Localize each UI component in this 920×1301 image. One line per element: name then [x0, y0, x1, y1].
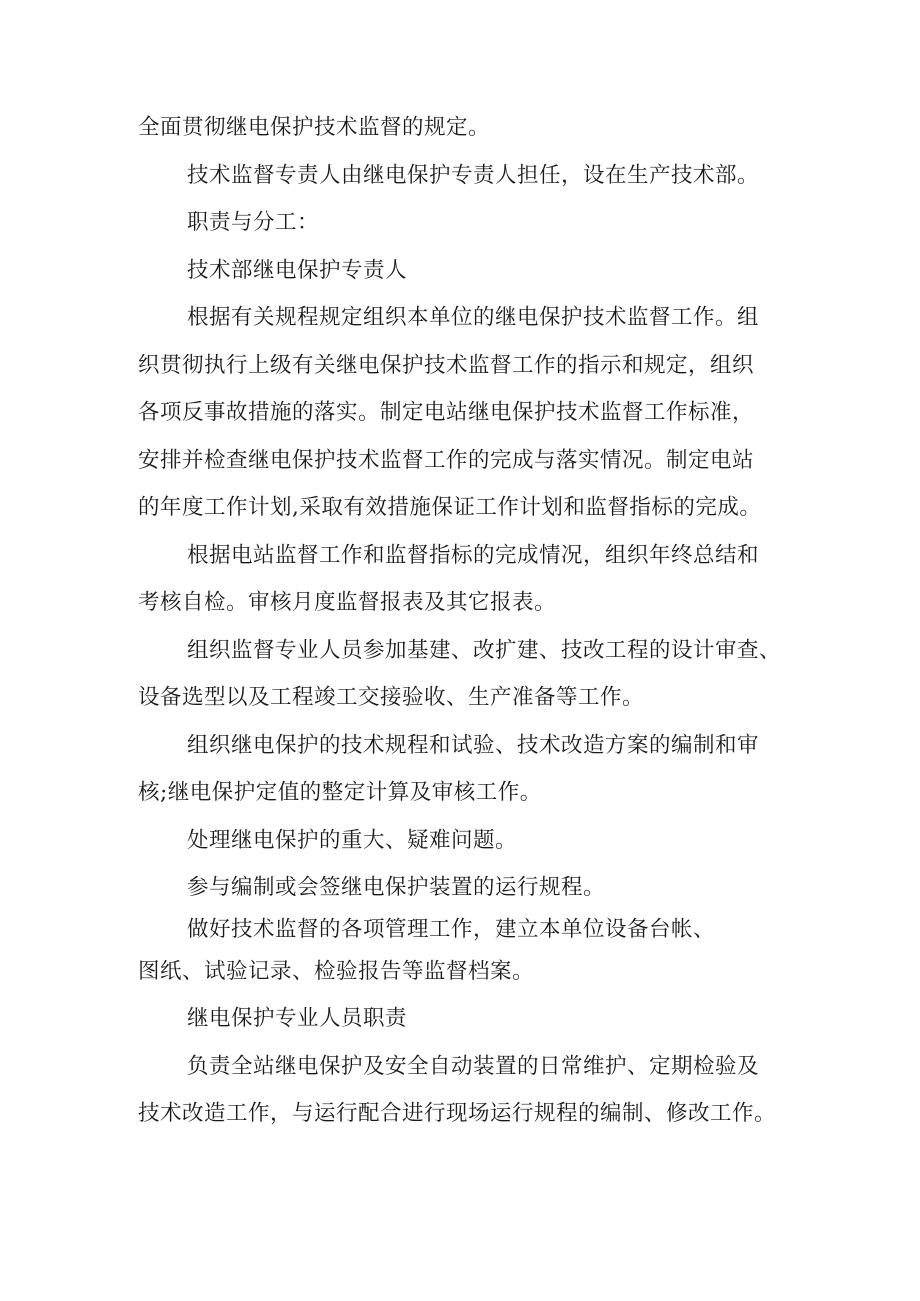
text-line-7: 各项反事故措施的落实。制定电站继电保护技术监督工作标准，	[138, 400, 755, 425]
text-line-21: 负责全站继电保护及安全自动装置的日常维护、定期检验及	[187, 1053, 760, 1079]
text-line-1: 全面贯彻继电保护技术监督的规定。	[138, 115, 491, 140]
text-line-11: 考核自检。审核月度监督报表及其它报表。	[138, 590, 557, 615]
text-line-9: 的年度工作计划,采取有效措施保证工作计划和监督指标的完成。	[138, 495, 762, 520]
text-line-19: 图纸、试验记录、检验报告等监督档案。	[138, 958, 535, 984]
text-line-22: 技术改造工作，与运行配合进行现场运行规程的编制、修改工作。	[138, 1101, 777, 1126]
subheading-relay-staff-duties: 继电保护专业人员职责	[187, 1006, 408, 1031]
text-line-16: 处理继电保护的重大、疑难问题。	[187, 827, 518, 853]
text-line-6: 织贯彻执行上级有关继电保护技术监督工作的指示和规定，组织	[138, 352, 755, 378]
document-body	[138, 104, 788, 1138]
text-line-8: 安排并检查继电保护技术监督工作的完成与落实情况。制定电站	[138, 447, 755, 473]
text-line-5: 根据有关规程规定组织本单位的继电保护技术监督工作。组	[187, 305, 760, 330]
text-line-10: 根据电站监督工作和监督指标的完成情况，组织年终总结和	[187, 542, 760, 568]
text-line-17: 参与编制或会签继电保护装置的运行规程。	[187, 875, 606, 900]
text-line-13: 设备选型以及工程竣工交接验收、生产准备等工作。	[138, 685, 645, 710]
section-heading-duties: 职责与分工：	[187, 210, 320, 235]
text-line-15: 核;继电保护定值的整定计算及审核工作。	[138, 780, 542, 805]
subheading-technical-dept-specialist: 技术部继电保护专责人	[187, 257, 408, 283]
text-line-14: 组织继电保护的技术规程和试验、技术改造方案的编制和审	[187, 732, 760, 758]
text-line-2: 技术监督专责人由继电保护专责人担任，设在生产技术部。	[187, 162, 760, 188]
text-line-18: 做好技术监督的各项管理工作，建立本单位设备台帐、	[187, 916, 716, 942]
text-line-12: 组织监督专业人员参加基建、改扩建、技改工程的设计审查、	[187, 637, 782, 663]
